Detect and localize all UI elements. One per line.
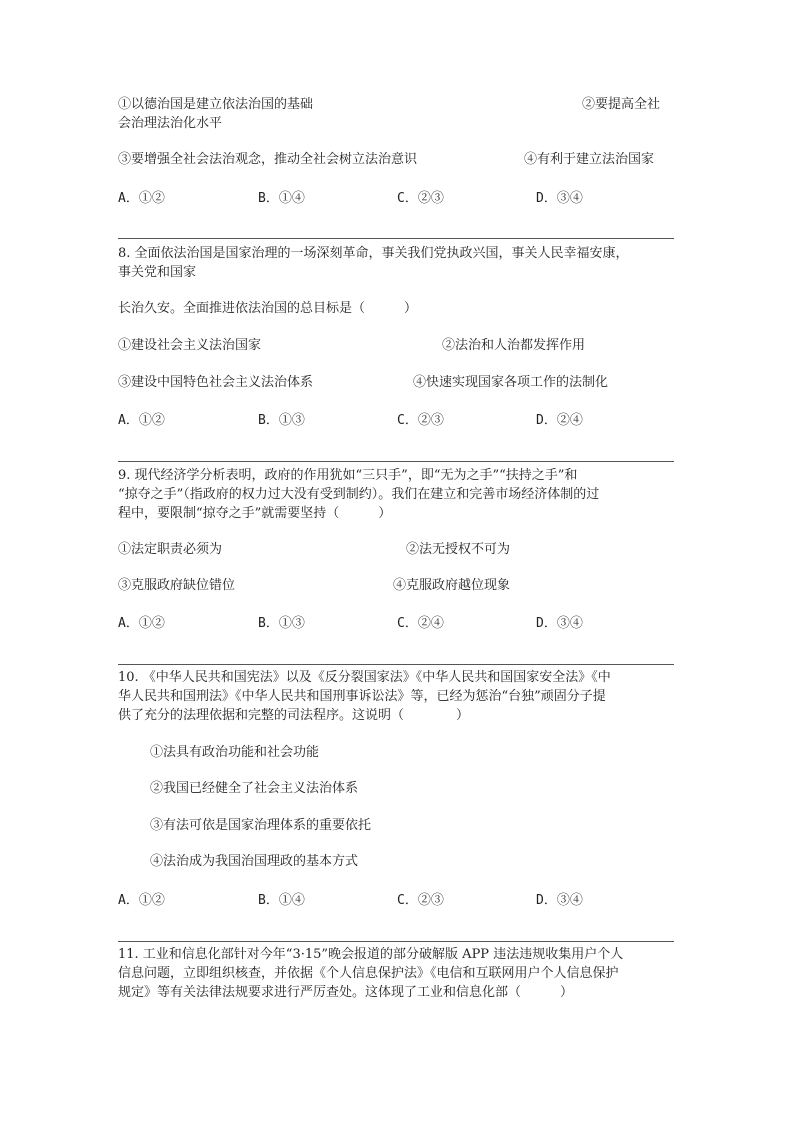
q8-option-2: ②法治和人治都发挥作用 <box>442 338 586 353</box>
q7-option-3: ③要增强全社会法治观念，推动全社会树立法治意识 <box>118 152 418 167</box>
q10-stem-line-2: 华人民共和国刑法》《中华人民共和国刑事诉讼法》等，已经为惩治“台独”顽固分子提 <box>118 689 606 704</box>
q9-answer-c: C．②④ <box>397 616 444 631</box>
q9-answer-d: D．③④ <box>536 616 583 631</box>
divider-rule <box>118 238 674 239</box>
q9-stem-line-2: “掠夺之手”（指政府的权力过大没有受到制约）。我们在建立和完善市场经济体制的过 <box>118 487 600 502</box>
q7-answer-c: C．②③ <box>397 191 444 206</box>
q9-option-2: ②法无授权不可为 <box>406 542 511 557</box>
q8-answer-c: C．②③ <box>397 413 444 428</box>
q10-answer-b: B．①④ <box>258 893 305 908</box>
q10-answer-c: C．②③ <box>397 893 444 908</box>
q11-stem-line-3: 规定》等有关法律法规要求进行严厉查处。这体现了工业和信息化部（ ） <box>118 985 574 1000</box>
q10-stem-line-3: 供了充分的法理依据和完整的司法程序。这说明（ ） <box>118 708 470 723</box>
q8-stem-line-3: 长治久安。全面推进依法治国的总目标是（ ） <box>118 301 418 316</box>
divider-rule <box>118 461 674 462</box>
divider-rule <box>118 664 674 665</box>
q8-answer-d: D．②④ <box>536 413 583 428</box>
q9-stem-line-1: 9. 现代经济学分析表明，政府的作用犹如“三只手”，即“无为之手”“扶持之手”和 <box>118 468 578 483</box>
q7-option-2-cont: 会治理法治化水平 <box>118 116 223 131</box>
q8-answer-a: A．①② <box>118 413 165 428</box>
q10-answer-a: A．①② <box>118 893 165 908</box>
q10-stem-line-1: 10. 《中华人民共和国宪法》以及《反分裂国家法》《中华人民共和国国家安全法》《中 <box>118 670 611 685</box>
q9-option-3: ③克服政府缺位错位 <box>118 578 236 593</box>
q9-stem-line-3: 程中，要限制“掠夺之手”就需要坚持（ ） <box>118 506 392 521</box>
q7-option-1: ①以德治国是建立依法治国的基础 <box>118 97 314 112</box>
q10-option-2: ②我国已经健全了社会主义法治体系 <box>150 781 359 796</box>
q9-answer-b: B．①③ <box>258 616 305 631</box>
q10-option-1: ①法具有政治功能和社会功能 <box>150 745 320 760</box>
q9-option-1: ①法定职责必须为 <box>118 542 223 557</box>
q7-answer-d: D．③④ <box>536 191 583 206</box>
q7-option-4: ④有利于建立法治国家 <box>524 152 655 167</box>
q10-option-4: ④法治成为我国治国理政的基本方式 <box>150 854 359 869</box>
q8-option-3: ③建设中国特色社会主义法治体系 <box>118 375 314 390</box>
q8-stem-line-2: 事关党和国家 <box>118 265 197 280</box>
q9-answer-a: A．①② <box>118 616 165 631</box>
q9-option-4: ④克服政府越位现象 <box>393 578 511 593</box>
q11-stem-line-2: 信息问题，立即组织核查，并依据《个人信息保护法》《电信和互联网用户个人信息保护 <box>118 966 619 981</box>
q10-answer-d: D．③④ <box>536 893 583 908</box>
q8-stem-line-1: 8. 全面依法治国是国家治理的一场深刻革命，事关我们党执政兴国，事关人民幸福安康， <box>118 246 629 261</box>
q8-answer-b: B．①③ <box>258 413 305 428</box>
q11-stem-line-1: 11. 工业和信息化部针对今年“3·15”晚会报道的部分破解版 APP 违法违规收集用户个人 <box>118 947 624 962</box>
q10-option-3: ③有法可依是国家治理体系的重要依托 <box>150 818 372 833</box>
divider-rule <box>118 941 674 942</box>
q7-answer-a: A．①② <box>118 191 165 206</box>
q7-option-2: ②要提高全社 <box>582 97 661 112</box>
q7-answer-b: B．①④ <box>258 191 305 206</box>
q8-option-4: ④快速实现国家各项工作的法制化 <box>413 375 609 390</box>
q8-option-1: ①建设社会主义法治国家 <box>118 338 262 353</box>
